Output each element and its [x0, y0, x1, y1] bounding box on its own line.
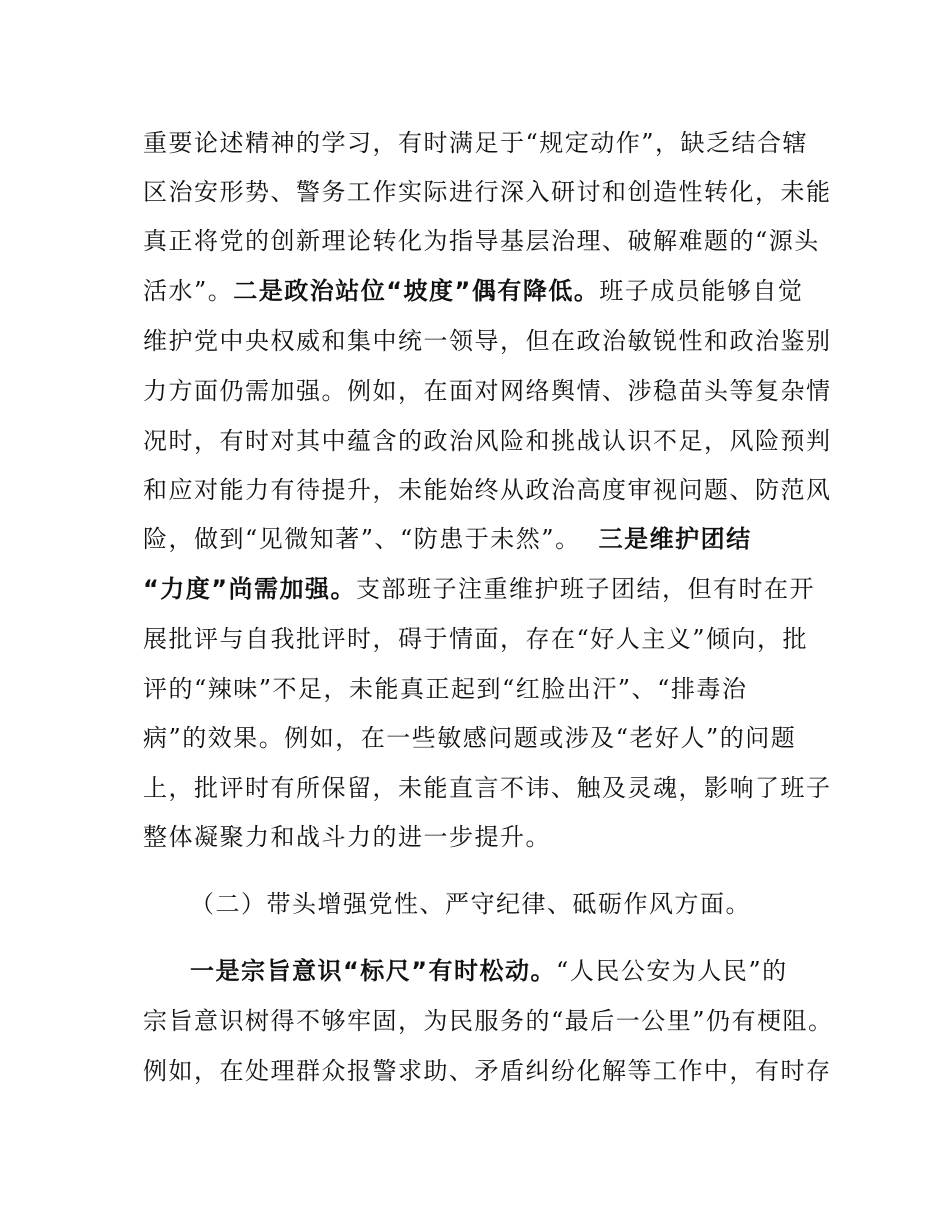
body-text-line: [190, 956, 788, 986]
body-text-line: [143, 524, 752, 554]
body-text-line: [143, 276, 803, 306]
body-text: “人民公安为人民”的: [556, 957, 788, 985]
body-text-line: 病”的效果。例如，在一些敏感问题或涉及“老好人”的问题: [143, 724, 797, 752]
bold-point-heading: 一是宗旨意识“标尺”有时松动。: [190, 957, 557, 985]
body-text-line: 上，批评时有所保留，未能直言不讳、触及灵魂，影响了班子: [143, 774, 832, 802]
body-text-line: 况时，有时对其中蕴含的政治风险和挑战认识不足，风险预判: [143, 427, 832, 455]
body-text-line: 区治安形势、警务工作实际进行深入研讨和创造性转化，未能: [143, 178, 832, 206]
body-text-line: 维护党中央权威和集中统一领导，但在政治敏锐性和政治鉴别: [143, 327, 832, 355]
section-heading: （二）带头增强党性、严守纪律、砥砺作风方面。: [190, 890, 751, 918]
body-text: 险，做到“见微知著”、“防患于未然”。: [143, 525, 581, 553]
bold-point-heading: 三是维护团结: [598, 525, 752, 553]
body-text-line: 展批评与自我批评时，碍于情面，存在“好人主义”倾向，批: [143, 625, 809, 653]
body-text-line: 评的“辣味”不足，未能真正起到“红脸出汗”、“排毒治: [143, 675, 748, 703]
body-text: 活水”。: [143, 277, 234, 305]
bold-point-heading: “力度”尚需加强。: [143, 575, 357, 603]
body-text-line: 整体凝聚力和战斗力的进一步提升。: [143, 823, 551, 851]
body-text-line: 例如，在处理群众报警求助、矛盾纠纷化解等工作中，有时存: [143, 1057, 832, 1085]
body-text-line: 宗旨意识树得不够牢固，为民服务的“最后一公里”仍有梗阻。: [143, 1007, 834, 1035]
body-text-line: 真正将党的创新理论转化为指导基层治理、破解难题的“源头: [143, 227, 820, 255]
body-text-line: 重要论述精神的学习，有时满足于“规定动作”，缺乏结合辖: [143, 129, 809, 157]
body-text-line: [143, 574, 815, 604]
bold-point-heading: 二是政治站位“坡度”偶有降低。: [233, 277, 600, 305]
body-text-line: 力方面仍需加强。例如，在面对网络舆情、涉稳苗头等复杂情: [143, 377, 832, 405]
body-text: 班子成员能够自觉: [599, 277, 804, 305]
body-text: 支部班子注重维护班子团结，但有时在开: [356, 575, 816, 603]
body-text-line: 和应对能力有待提升，未能始终从政治高度审视问题、防范风: [143, 476, 832, 504]
